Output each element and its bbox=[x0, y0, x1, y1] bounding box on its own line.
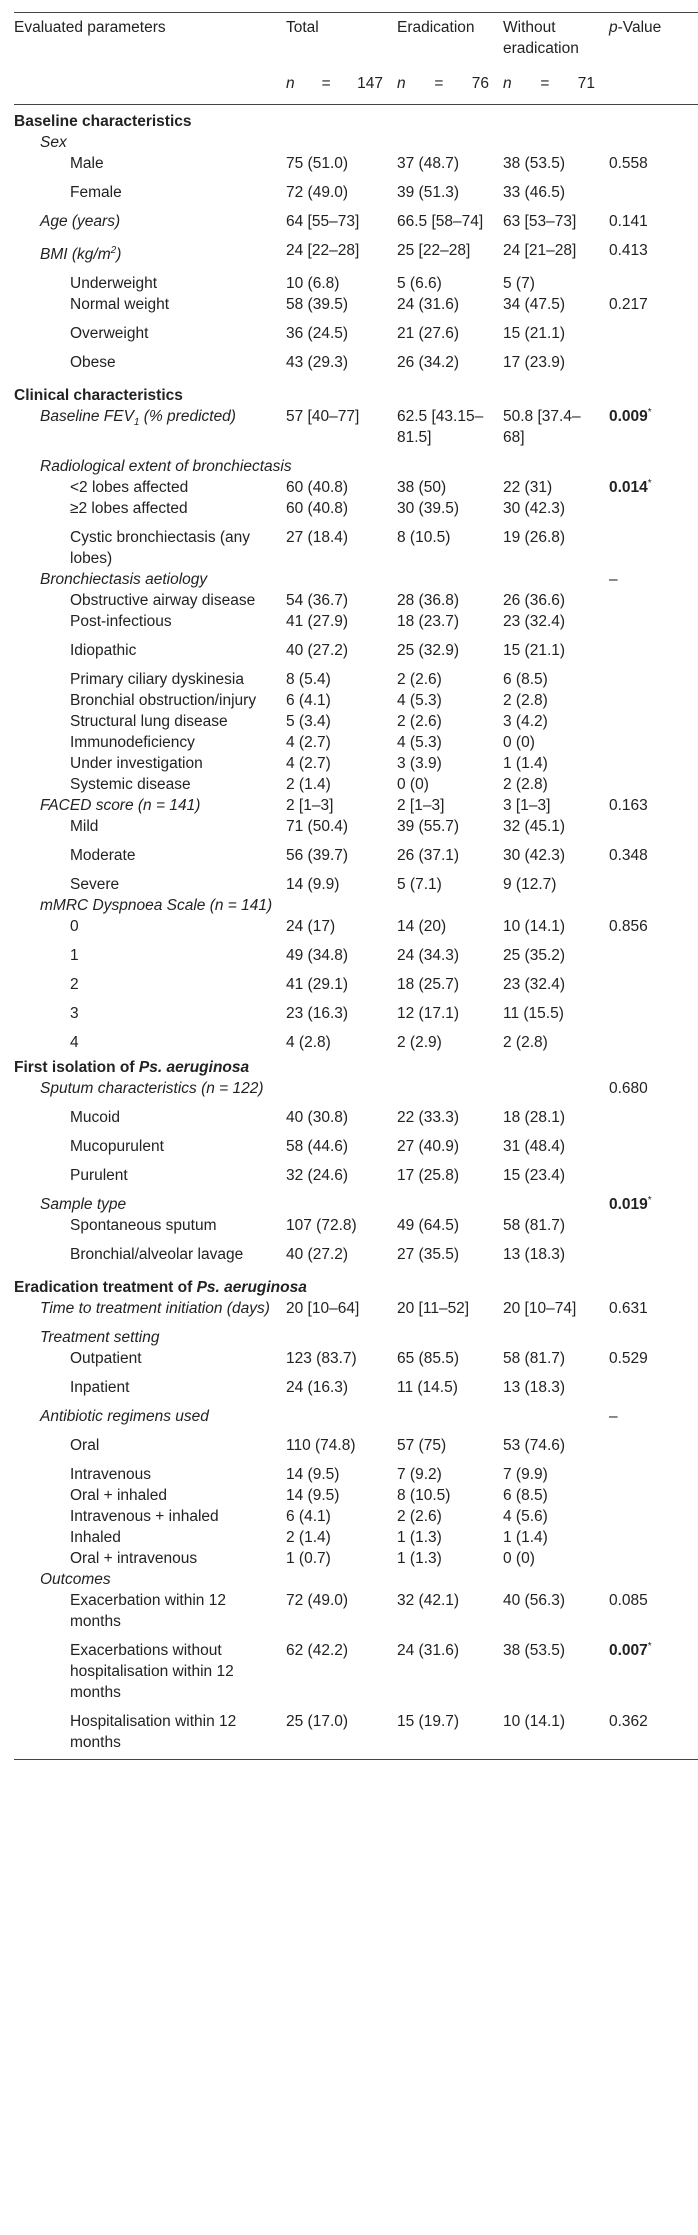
subheading-row: Radiological extent of bronchiectasis bbox=[40, 458, 292, 476]
results-table bbox=[14, 12, 698, 1760]
header-p-value: p-Value bbox=[609, 13, 698, 60]
n-total: n = 147 bbox=[286, 59, 397, 105]
table-row: Oral 110 (74.8) 57 (75) 53 (74.6) bbox=[70, 1437, 566, 1455]
section-row: Eradication treatment of Ps. aeruginosa bbox=[14, 1279, 307, 1297]
table-row: <2 lobes affected 60 (40.8) 38 (50) 22 (31) 0.014* bbox=[70, 478, 652, 497]
subheading-row: Bronchiectasis aetiology – bbox=[40, 571, 618, 589]
table-row: Mucopurulent 58 (44.6) 27 (40.9) 31 (48.4) bbox=[70, 1138, 566, 1156]
table-row: Exacerbations without hospitalisation within 12 months 62 (42.2) 24 (31.6) 38 (53.5) 0.007* bbox=[70, 1641, 652, 1702]
table-row: Immunodeficiency 4 (2.7) 4 (5.3) 0 (0) bbox=[70, 734, 535, 752]
section-row: First isolation of Ps. aeruginosa bbox=[14, 1059, 250, 1077]
table-row: Baseline $FEV_1$ (% predicted) 57 [40–77] 62.5 [43.15–81.5] 50.8 [37.4–68] 0.009* bbox=[40, 407, 652, 447]
table-row: Normal weight 58 (39.5) 24 (31.6) 34 (47.5) 0.217 bbox=[70, 296, 648, 314]
table-row: Age (years) 64 [55–73] 66.5 [58–74] 63 [53–73] 0.141 bbox=[40, 213, 648, 230]
subheading-row: mMRC Dyspnoea Scale (n = 141) bbox=[40, 897, 273, 915]
section-row: Clinical characteristics bbox=[14, 387, 183, 405]
table-row: BMI $(kg/m^2)$ 24 [22–28] 25 [22–28] 24 [21–28] 0.413 bbox=[40, 242, 648, 264]
subheading-row: Sputum characteristics (n = 122) 0.680 bbox=[40, 1080, 648, 1098]
subheading-row: Treatment setting bbox=[40, 1329, 160, 1347]
table-row: Intravenous 14 (9.5) 7 (9.2) 7 (9.9) bbox=[70, 1466, 548, 1484]
table-row: Purulent 32 (24.6) 17 (25.8) 15 (23.4) bbox=[70, 1167, 566, 1185]
table-row: Oral + intravenous 1 (0.7) 1 (1.3) 0 (0) bbox=[70, 1550, 535, 1568]
header-eradication: Eradication bbox=[397, 13, 503, 60]
table-row: Cystic bronchiectasis (any lobes) 27 (18.4) 8 (10.5) 19 (26.8) bbox=[70, 529, 566, 568]
table-row: Moderate 56 (39.7) 26 (37.1) 30 (42.3) 0.348 bbox=[70, 847, 648, 865]
header-total: Total bbox=[286, 13, 397, 60]
table-row: Mild 71 (50.4) 39 (55.7) 32 (45.1) bbox=[70, 818, 566, 836]
table-row: Mucoid 40 (30.8) 22 (33.3) 18 (28.1) bbox=[70, 1109, 566, 1127]
table-row: Bronchial/alveolar lavage 40 (27.2) 27 (35.5) 13 (18.3) bbox=[70, 1246, 566, 1264]
table-row: Under investigation 4 (2.7) 3 (3.9) 1 (1.4) bbox=[70, 755, 548, 773]
n-without-eradication: n = 71 bbox=[503, 59, 609, 105]
table-row: Intravenous + inhaled 6 (4.1) 2 (2.6) 4 (5.6) bbox=[70, 1508, 548, 1526]
table-row: Oral + inhaled 14 (9.5) 8 (10.5) 6 (8.5) bbox=[70, 1487, 548, 1505]
table-row: Obstructive airway disease 54 (36.7) 28 (36.8) 26 (36.6) bbox=[70, 592, 566, 610]
header-parameters: Evaluated parameters bbox=[14, 13, 286, 60]
table-row: 0 24 (17) 14 (20) 10 (14.1) 0.856 bbox=[70, 918, 648, 936]
table-row: ≥2 lobes affected 60 (40.8) 30 (39.5) 30 (42.3) bbox=[70, 500, 566, 518]
table-row: Spontaneous sputum 107 (72.8) 49 (64.5) 58 (81.7) bbox=[70, 1217, 566, 1235]
table-row: Exacerbation within 12 months 72 (49.0) 32 (42.1) 40 (56.3) 0.085 bbox=[70, 1592, 648, 1631]
table-header bbox=[14, 13, 698, 105]
subheading-row: Sex bbox=[40, 134, 67, 151]
table-row: Inpatient 24 (16.3) 11 (14.5) 13 (18.3) bbox=[70, 1379, 566, 1397]
table-row: 1 49 (34.8) 24 (34.3) 25 (35.2) bbox=[70, 947, 566, 965]
table-row: Obese 43 (29.3) 26 (34.2) 17 (23.9) bbox=[70, 354, 566, 372]
table-row: Severe 14 (9.9) 5 (7.1) 9 (12.7) bbox=[70, 876, 557, 894]
table-row: 4 4 (2.8) 2 (2.9) 2 (2.8) bbox=[70, 1034, 548, 1052]
subheading-row: Outcomes bbox=[40, 1571, 111, 1589]
table-row: Underweight 10 (6.8) 5 (6.6) 5 (7) bbox=[70, 275, 535, 293]
header-without-eradication: Without eradication bbox=[503, 13, 609, 60]
table-row: FACED score (n = 141) 2 [1–3] 2 [1–3] 3 [1–3] 0.163 bbox=[40, 797, 648, 815]
table-row: Primary ciliary dyskinesia 8 (5.4) 2 (2.6) 6 (8.5) bbox=[70, 671, 548, 689]
table-row: Time to treatment initiation (days) 20 [10–64] 20 [11–52] 20 [10–74] 0.631 bbox=[40, 1300, 648, 1318]
n-eradication: n = 76 bbox=[397, 59, 503, 105]
section-row: Baseline characteristics bbox=[14, 113, 192, 130]
table-row: 3 23 (16.3) 12 (17.1) 11 (15.5) bbox=[70, 1005, 564, 1023]
table-row: Inhaled 2 (1.4) 1 (1.3) 1 (1.4) bbox=[70, 1529, 548, 1547]
table-row: Male 75 (51.0) 37 (48.7) 38 (53.5) 0.558 bbox=[70, 155, 648, 172]
table-row: Systemic disease 2 (1.4) 0 (0) 2 (2.8) bbox=[70, 776, 548, 794]
table-row: Female 72 (49.0) 39 (51.3) 33 (46.5) bbox=[70, 184, 566, 201]
table-row: Structural lung disease 5 (3.4) 2 (2.6) 3 (4.2) bbox=[70, 713, 548, 731]
table-row: Overweight 36 (24.5) 21 (27.6) 15 (21.1) bbox=[70, 325, 566, 343]
subheading-row: Sample type 0.019* bbox=[40, 1195, 652, 1214]
table-row: Bronchial obstruction/injury 6 (4.1) 4 (5.3) 2 (2.8) bbox=[70, 692, 548, 710]
table-row: Outpatient 123 (83.7) 65 (85.5) 58 (81.7) 0.529 bbox=[70, 1350, 648, 1368]
table-row: Hospitalisation within 12 months 25 (17.0) 15 (19.7) 10 (14.1) 0.362 bbox=[14, 1711, 698, 1760]
table-row: Idiopathic 40 (27.2) 25 (32.9) 15 (21.1) bbox=[70, 642, 566, 660]
subheading-row: Antibiotic regimens used – bbox=[40, 1408, 618, 1426]
table-row: Post-infectious 41 (27.9) 18 (23.7) 23 (32.4) bbox=[70, 613, 566, 631]
table-row: 2 41 (29.1) 18 (25.7) 23 (32.4) bbox=[70, 976, 566, 994]
